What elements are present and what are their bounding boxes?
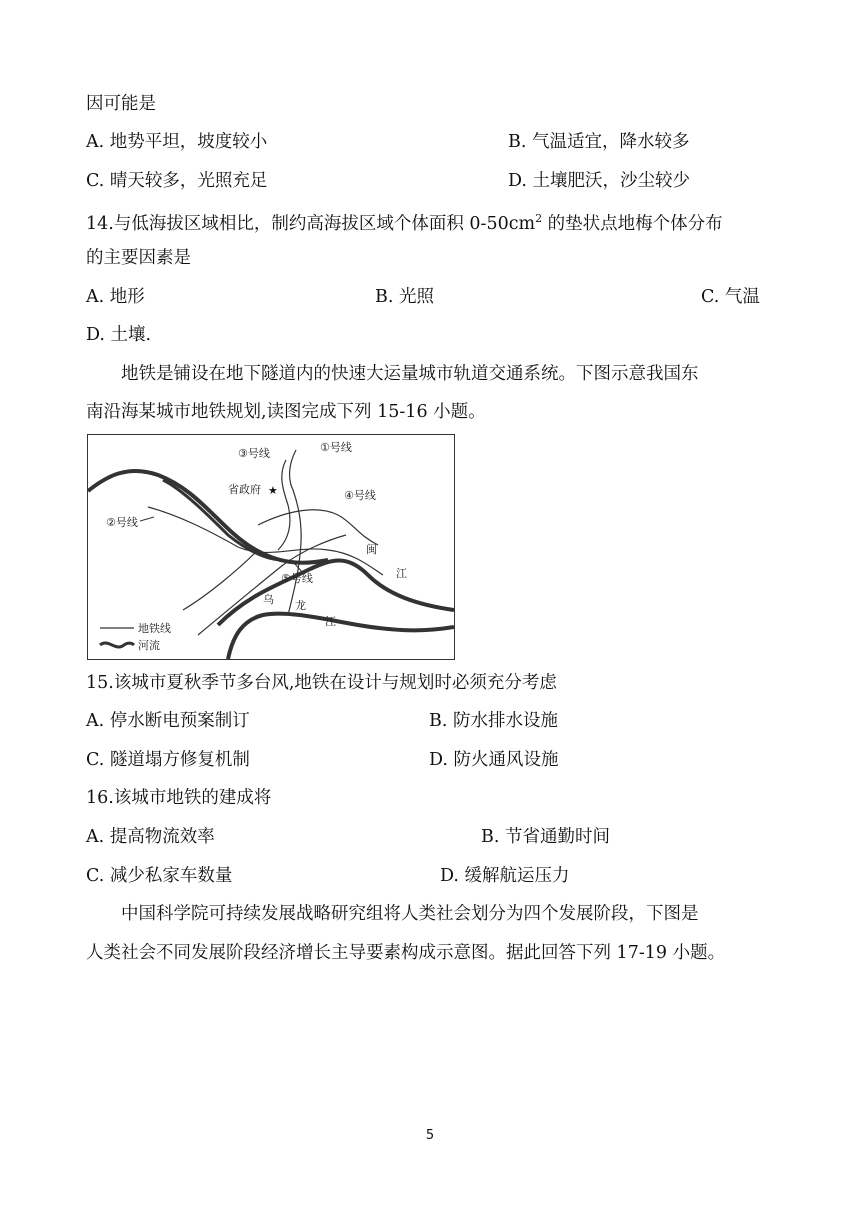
q15-option-b: B. 防水排水设施 [429,711,558,731]
gov-star-icon: ★ [268,484,278,497]
q13-option-b: B. 气温适宜，降水较多 [508,132,690,152]
subway-line-1 [288,450,301,615]
intro-tail: 因可能是 [86,94,156,114]
subway-line-4 [258,510,378,545]
label-line1: ①号线 [320,441,352,454]
q15-option-c: C. 隧道塌方修复机制 [86,750,250,770]
label-line3: ③号线 [238,447,270,460]
q14-stem-line2: 的主要因素是 [86,248,191,268]
q14-option-d: D. 土壤. [86,325,152,345]
q16-option-d: D. 缓解航运压力 [440,866,570,886]
label-line2: ②号线 [106,516,138,529]
river-min-jiang [218,560,454,625]
q15-option-a: A. 停水断电预案制订 [86,711,250,731]
q14-stem-post: 的垫状点地梅个体分布 [542,213,723,234]
label-gov: 省政府 [228,483,261,496]
label-wulong-jiang: 江 [325,615,336,628]
q16-option-b: B. 节省通勤时间 [481,827,610,847]
river-wulong-jiang [228,614,454,659]
label-min-jiang: 江 [396,567,407,580]
subway-map [87,434,455,660]
river-upper-loop [163,480,283,560]
page-number: 5 [425,1128,435,1143]
arrow-line2 [140,517,154,521]
q14-option-c: C. 气温 [701,287,760,307]
legend-subway-label: 地铁线 [138,622,171,635]
subway-line-3 [278,460,290,550]
label-min: 闽 [366,543,377,556]
q13-option-c: C. 晴天较多，光照充足 [86,171,268,191]
passage1-line1: 地铁是铺设在地下隧道内的快速大运量城市轨道交通系统。下图示意我国东 [121,364,699,384]
q16-stem: 16.该城市地铁的建成将 [86,788,272,808]
subway-map-svg [88,435,454,659]
passage2-line1: 中国科学院可持续发展战略研究组将人类社会划分为四个发展阶段，下图是 [121,904,699,924]
subway-line-2 [148,507,383,575]
q16-option-c: C. 减少私家车数量 [86,866,233,886]
q14-stem-sup: 2 [535,212,543,225]
q15-stem: 15.该城市夏秋季节多台风,地铁在设计与规划时必须充分考虑 [86,673,557,693]
q14-stem-line1 [86,207,723,236]
q14-option-a: A. 地形 [86,287,145,307]
label-long: 龙 [295,599,306,612]
passage2-line2: 人类社会不同发展阶段经济增长主导要素构成示意图。据此回答下列 17-19 小题。 [86,943,726,963]
q16-option-a: A. 提高物流效率 [86,827,215,847]
label-line4: ④号线 [344,489,376,502]
q15-option-d: D. 防火通风设施 [429,750,559,770]
label-line5: ⑤号线 [281,572,313,585]
q13-option-d: D. 土壤肥沃，沙尘较少 [508,171,691,191]
q14-option-b: B. 光照 [375,287,434,307]
q13-option-a: A. 地势平坦，坡度较小 [86,132,268,152]
passage1-line2: 南沿海某城市地铁规划,读图完成下列 15-16 小题。 [86,402,486,422]
legend-river-label: 河流 [138,639,160,652]
label-wu: 乌 [263,593,274,606]
q14-stem-pre: 14.与低海拔区域相比，制约高海拔区域个体面积 0-50cm [86,213,536,234]
legend-river-swatch [100,643,134,647]
